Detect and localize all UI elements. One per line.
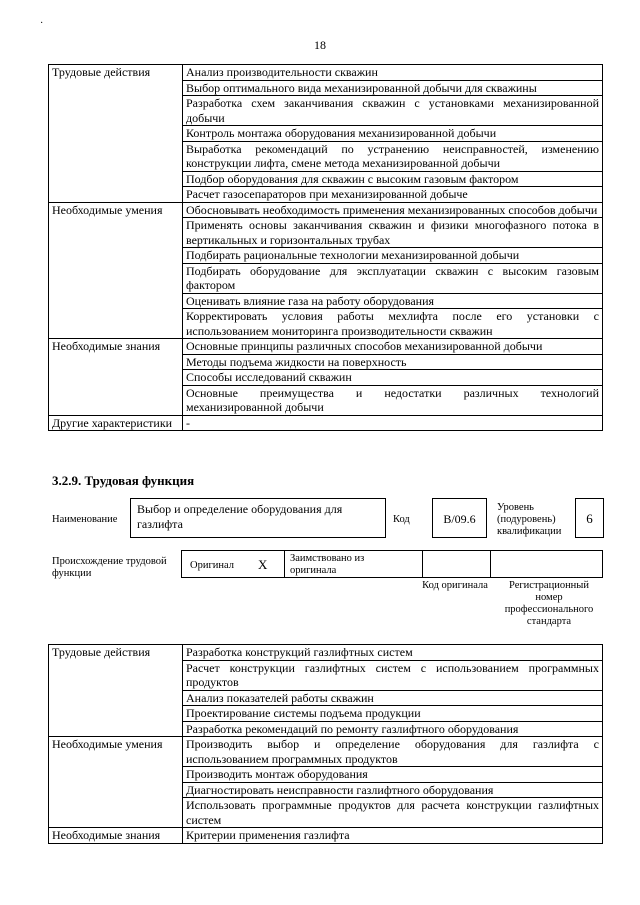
list-item: Применять основы заканчивания скважин и физики многофазного потока в вертикальных и горизонтальных трубах bbox=[183, 218, 602, 248]
list-item: Выбор оптимального вида механизированной добычи для скважины bbox=[183, 81, 602, 97]
list-item: Критерии применения газлифта bbox=[186, 828, 350, 842]
list-item: Подбор оборудования для скважин с высоким газовым фактором bbox=[183, 172, 602, 188]
table-row bbox=[49, 737, 603, 828]
table-row bbox=[49, 645, 603, 737]
row-label: Необходимые умения bbox=[49, 737, 183, 828]
row-items bbox=[183, 65, 603, 203]
table-row bbox=[49, 65, 603, 203]
section-title: 3.2.9. Трудовая функция bbox=[52, 473, 195, 488]
list-item: Методы подъема жидкости на поверхность bbox=[183, 355, 602, 371]
row-label: Необходимые умения bbox=[49, 202, 183, 339]
row-items bbox=[183, 828, 603, 844]
list-item: Расчет газосепараторов при механизированной добыче bbox=[186, 187, 468, 201]
row-label: Необходимые знания bbox=[49, 339, 183, 416]
list-item: Анализ производительности скважин bbox=[183, 65, 602, 81]
level-value: 6 bbox=[575, 498, 604, 538]
original-mark: X bbox=[258, 557, 268, 572]
list-item: - bbox=[186, 415, 190, 430]
origin-box bbox=[181, 550, 603, 578]
row-items bbox=[183, 202, 603, 339]
list-item: Основные преимущества и недостатки различных технологий механизированной добычи bbox=[186, 385, 599, 414]
level-label: Уровень (подуровень) квалификации bbox=[497, 502, 562, 537]
row-label: Другие характеристики bbox=[49, 415, 183, 431]
row-label: Трудовые действия bbox=[49, 645, 183, 737]
table-row bbox=[49, 339, 603, 416]
row-label: Трудовые действия bbox=[49, 65, 183, 203]
list-item: Использовать программные продуктов для расчета конструкции газлифтных систем bbox=[186, 798, 599, 827]
function-name-value: Выбор и определение оборудования для газлифта bbox=[130, 498, 386, 538]
row-items bbox=[183, 645, 603, 737]
list-item: Оценивать влияние газа на работу оборудования bbox=[183, 294, 602, 310]
row-items bbox=[183, 339, 603, 416]
original-label: Оригинал bbox=[190, 560, 234, 571]
origin-divider-3 bbox=[490, 551, 491, 578]
row-label: Необходимые знания bbox=[49, 828, 183, 844]
list-item: Корректировать условия работы мехлифта после его установки с использованием мониторинга производительности скважин bbox=[186, 309, 599, 338]
reg-caption: Регистрационный номер профессионального стандарта bbox=[504, 580, 594, 627]
table-row bbox=[49, 202, 603, 339]
list-item: Проектирование системы подъема продукции bbox=[183, 706, 602, 722]
origin-divider-1 bbox=[284, 551, 285, 578]
labor-function-table-1 bbox=[48, 64, 603, 431]
list-item: Производить выбор и определение оборудования для газлифта с использованием программных продуктов bbox=[183, 737, 602, 767]
list-item: Контроль монтажа оборудования механизированной добычи bbox=[183, 126, 602, 142]
list-item: Обосновывать необходимость применения механизированных способов добычи bbox=[183, 203, 602, 219]
list-item: Разработка конструкций газлифтных систем bbox=[183, 645, 602, 661]
borrowed-label: Заимствовано из оригинала bbox=[290, 553, 365, 576]
list-item: Анализ показателей работы скважин bbox=[183, 691, 602, 707]
code-label: Код bbox=[393, 514, 410, 525]
list-item: Разработка рекомендаций по ремонту газлифтного оборудования bbox=[186, 721, 519, 736]
name-label: Наименование bbox=[52, 514, 118, 525]
code-caption: Код оригинала bbox=[422, 580, 488, 591]
origin-divider-2 bbox=[422, 551, 423, 578]
list-item: Расчет конструкции газлифтных систем с использованием программных продуктов bbox=[183, 661, 602, 691]
list-item: Выработка рекомендаций по устранению неисправностей, изменению конструкции лифта, смене метода механизированной добычи bbox=[183, 142, 602, 172]
list-item: Разработка схем заканчивания скважин с установками механизированной добычи bbox=[183, 96, 602, 126]
page-number: 18 bbox=[314, 38, 326, 52]
list-item: Способы исследований скважин bbox=[183, 370, 602, 386]
table-row bbox=[49, 415, 603, 431]
row-items bbox=[183, 737, 603, 828]
function-code-value: B/09.6 bbox=[432, 498, 487, 538]
table-row bbox=[49, 828, 603, 844]
scan-mark: · bbox=[40, 18, 44, 29]
list-item: Основные принципы различных способов механизированной добычи bbox=[183, 339, 602, 355]
row-items bbox=[183, 415, 603, 431]
list-item: Диагностировать неисправности газлифтного оборудования bbox=[183, 783, 602, 799]
origin-label: Происхождение трудовой функции bbox=[52, 556, 167, 579]
labor-function-table-2 bbox=[48, 644, 603, 844]
list-item: Производить монтаж оборудования bbox=[183, 767, 602, 783]
list-item: Подбирать рациональные технологии механизированной добычи bbox=[183, 248, 602, 264]
list-item: Подбирать оборудование для эксплуатации скважин с высоким газовым фактором bbox=[183, 264, 602, 294]
